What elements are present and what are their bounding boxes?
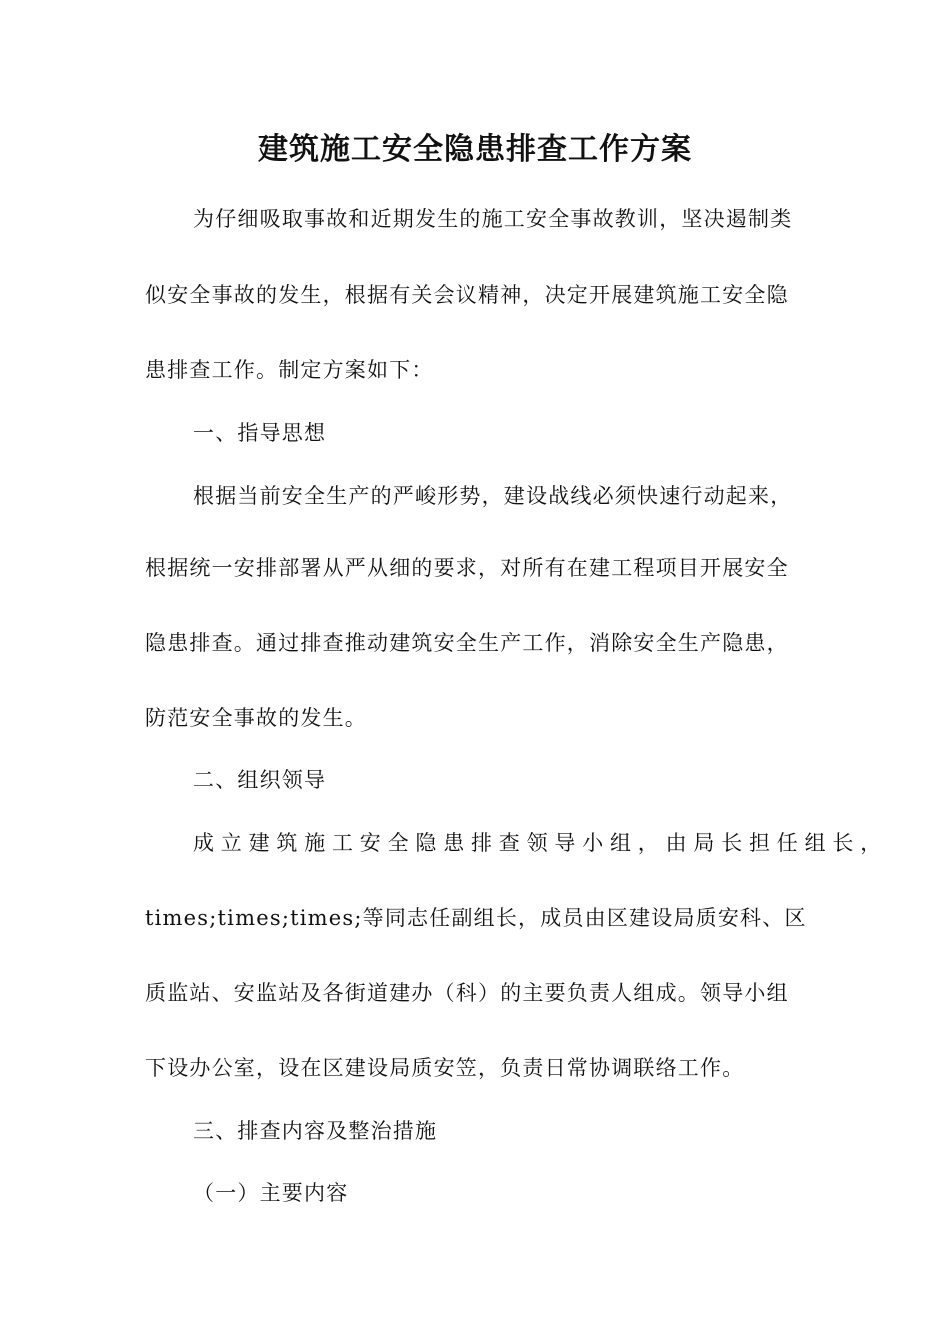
section-heading: 二、组织领导 (193, 768, 327, 792)
subsection-heading: （一）主要内容 (193, 1181, 349, 1205)
paragraph-line: times;times;times;等同志任副组长，成员由区建设局质安科、区 (145, 906, 807, 930)
section-heading: 一、指导思想 (193, 421, 327, 445)
paragraph-line: 为仔细吸取事故和近期发生的施工安全事故教训，坚决遏制类 (193, 207, 793, 231)
paragraph-line: 根据统一安排部署从严从细的要求，对所有在建工程项目开展安全 (145, 556, 789, 580)
paragraph-line: 隐患排查。通过排查推动建筑安全生产工作，消除安全生产隐患， (145, 631, 789, 655)
paragraph-line: 下设办公室，设在区建设局质安笠，负责日常协调联络工作。 (145, 1056, 745, 1080)
document-title: 建筑施工安全隐患排查工作方案 (258, 132, 692, 167)
paragraph-line: 似安全事故的发生，根据有关会议精神，决定开展建筑施工安全隐 (145, 283, 789, 307)
paragraph-line: 根据当前安全生产的严峻形势，建设战线必须快速行动起来， (193, 484, 793, 508)
paragraph-line: 防范安全事故的发生。 (145, 706, 367, 730)
paragraph-line: 成立建筑施工安全隐患排查领导小组，由局长担任组长， (193, 831, 888, 855)
section-heading: 三、排查内容及整治措施 (193, 1119, 438, 1143)
paragraph-line: 质监站、安监站及各街道建办（科）的主要负责人组成。领导小组 (145, 981, 789, 1005)
paragraph-line: 患排查工作。制定方案如下： (145, 358, 434, 382)
